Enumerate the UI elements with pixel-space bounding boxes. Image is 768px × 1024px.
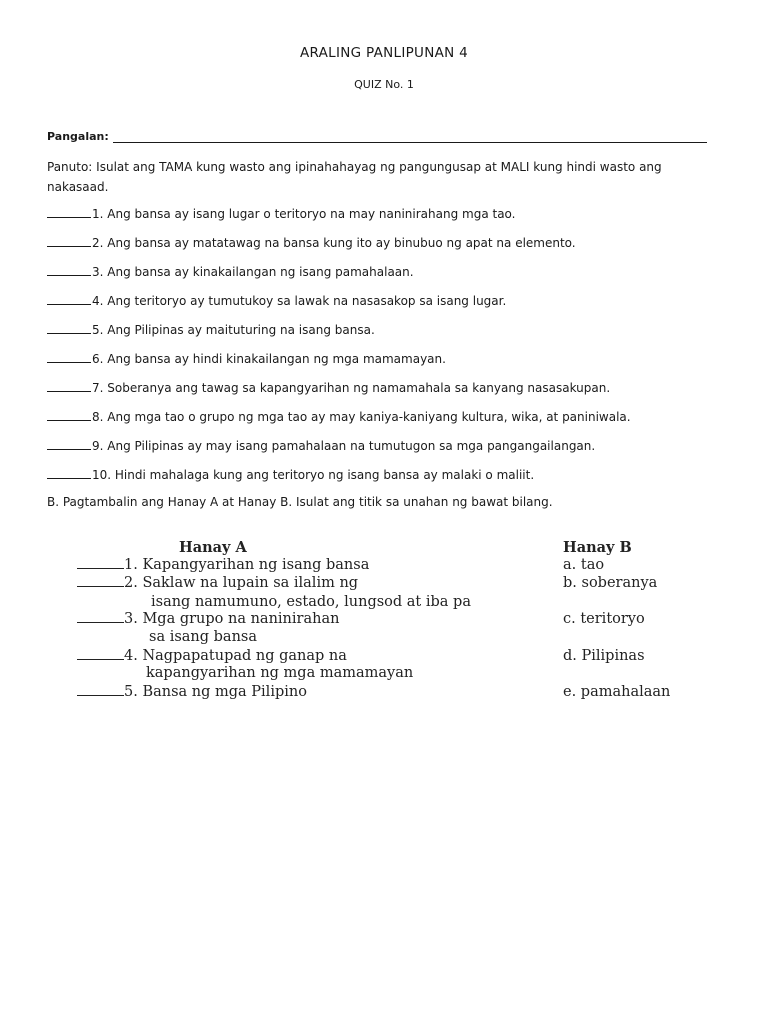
match-item	[77, 684, 307, 700]
match-item-text: 3. Mga grupo na naninirahan	[124, 611, 340, 627]
question-text: 9. Ang Pilipinas ay may isang pamahalaan na tumutugon sa mga pangangailangan.	[92, 439, 596, 453]
match-item	[77, 611, 339, 627]
match-item	[77, 557, 369, 573]
choice-e: e. pamahalaan	[563, 684, 671, 700]
answer-blank[interactable]	[77, 575, 124, 587]
hanay-b-heading: Hanay B	[563, 539, 632, 556]
match-item-continuation: sa isang bansa	[149, 629, 257, 645]
choice-a: a. tao	[563, 557, 605, 573]
hanay-a-heading: Hanay A	[179, 539, 247, 556]
page-title: ARALING PANLIPUNAN 4	[299, 45, 469, 61]
choice-d: d. Pilipinas	[563, 648, 645, 664]
match-item-text: 2. Saklaw na lupain sa ilalim ng	[124, 575, 359, 591]
question-text: 8. Ang mga tao o grupo ng mga tao ay may kaniya-kaniyang kultura, wika, at paniniwala.	[92, 410, 631, 424]
question-text: 6. Ang bansa ay hindi kinakailangan ng mga mamamayan.	[92, 352, 446, 366]
match-item	[77, 648, 347, 664]
match-item-continuation: kapangyarihan ng mga mamamayan	[146, 665, 414, 681]
question-text: 4. Ang teritoryo ay tumutukoy sa lawak na nasasakop sa isang lugar.	[92, 294, 507, 308]
question-text: 3. Ang bansa ay kinakailangan ng isang pamahalaan.	[92, 265, 414, 279]
choice-b: b. soberanya	[563, 575, 658, 591]
match-item-text: 4. Nagpapatupad ng ganap na	[124, 648, 347, 664]
question-text: 1. Ang bansa ay isang lugar o teritoryo na may naninirahang mga tao.	[92, 207, 516, 221]
match-item-continuation: isang namumuno, estado, lungsod at iba pa	[151, 594, 471, 610]
answer-blank[interactable]	[77, 557, 124, 569]
question-text: 5. Ang Pilipinas ay maituturing na isang bansa.	[92, 323, 375, 337]
match-item-text: 1. Kapangyarihan ng isang bansa	[124, 557, 370, 573]
match-item	[77, 575, 358, 591]
question-text: 7. Soberanya ang tawag sa kapangyarihan ng namamahala sa kanyang nasasakupan.	[92, 381, 611, 395]
part-b-instruction: B. Pagtambalin ang Hanay A at Hanay B. Isulat ang titik sa unahan ng bawat bilang.	[47, 495, 553, 509]
question-text: 2. Ang bansa ay matatawag na bansa kung ito ay binubuo ng apat na elemento.	[92, 236, 576, 250]
answer-blank[interactable]	[77, 611, 124, 623]
choice-c: c. teritoryo	[563, 611, 645, 627]
name-label: Pangalan:	[47, 130, 109, 143]
answer-blank[interactable]	[77, 684, 124, 696]
page-subtitle: QUIZ No. 1	[354, 78, 414, 91]
answer-blank[interactable]	[77, 648, 124, 660]
match-item-text: 5. Bansa ng mga Pilipino	[124, 684, 307, 700]
question-text: 10. Hindi mahalaga kung ang teritoryo ng isang bansa ay malaki o maliit.	[92, 468, 535, 482]
directions-text: Panuto: Isulat ang TAMA kung wasto ang ipinahahayag ng pangungusap at MALI kung hindi wasto ang nakasaad.	[47, 160, 662, 194]
